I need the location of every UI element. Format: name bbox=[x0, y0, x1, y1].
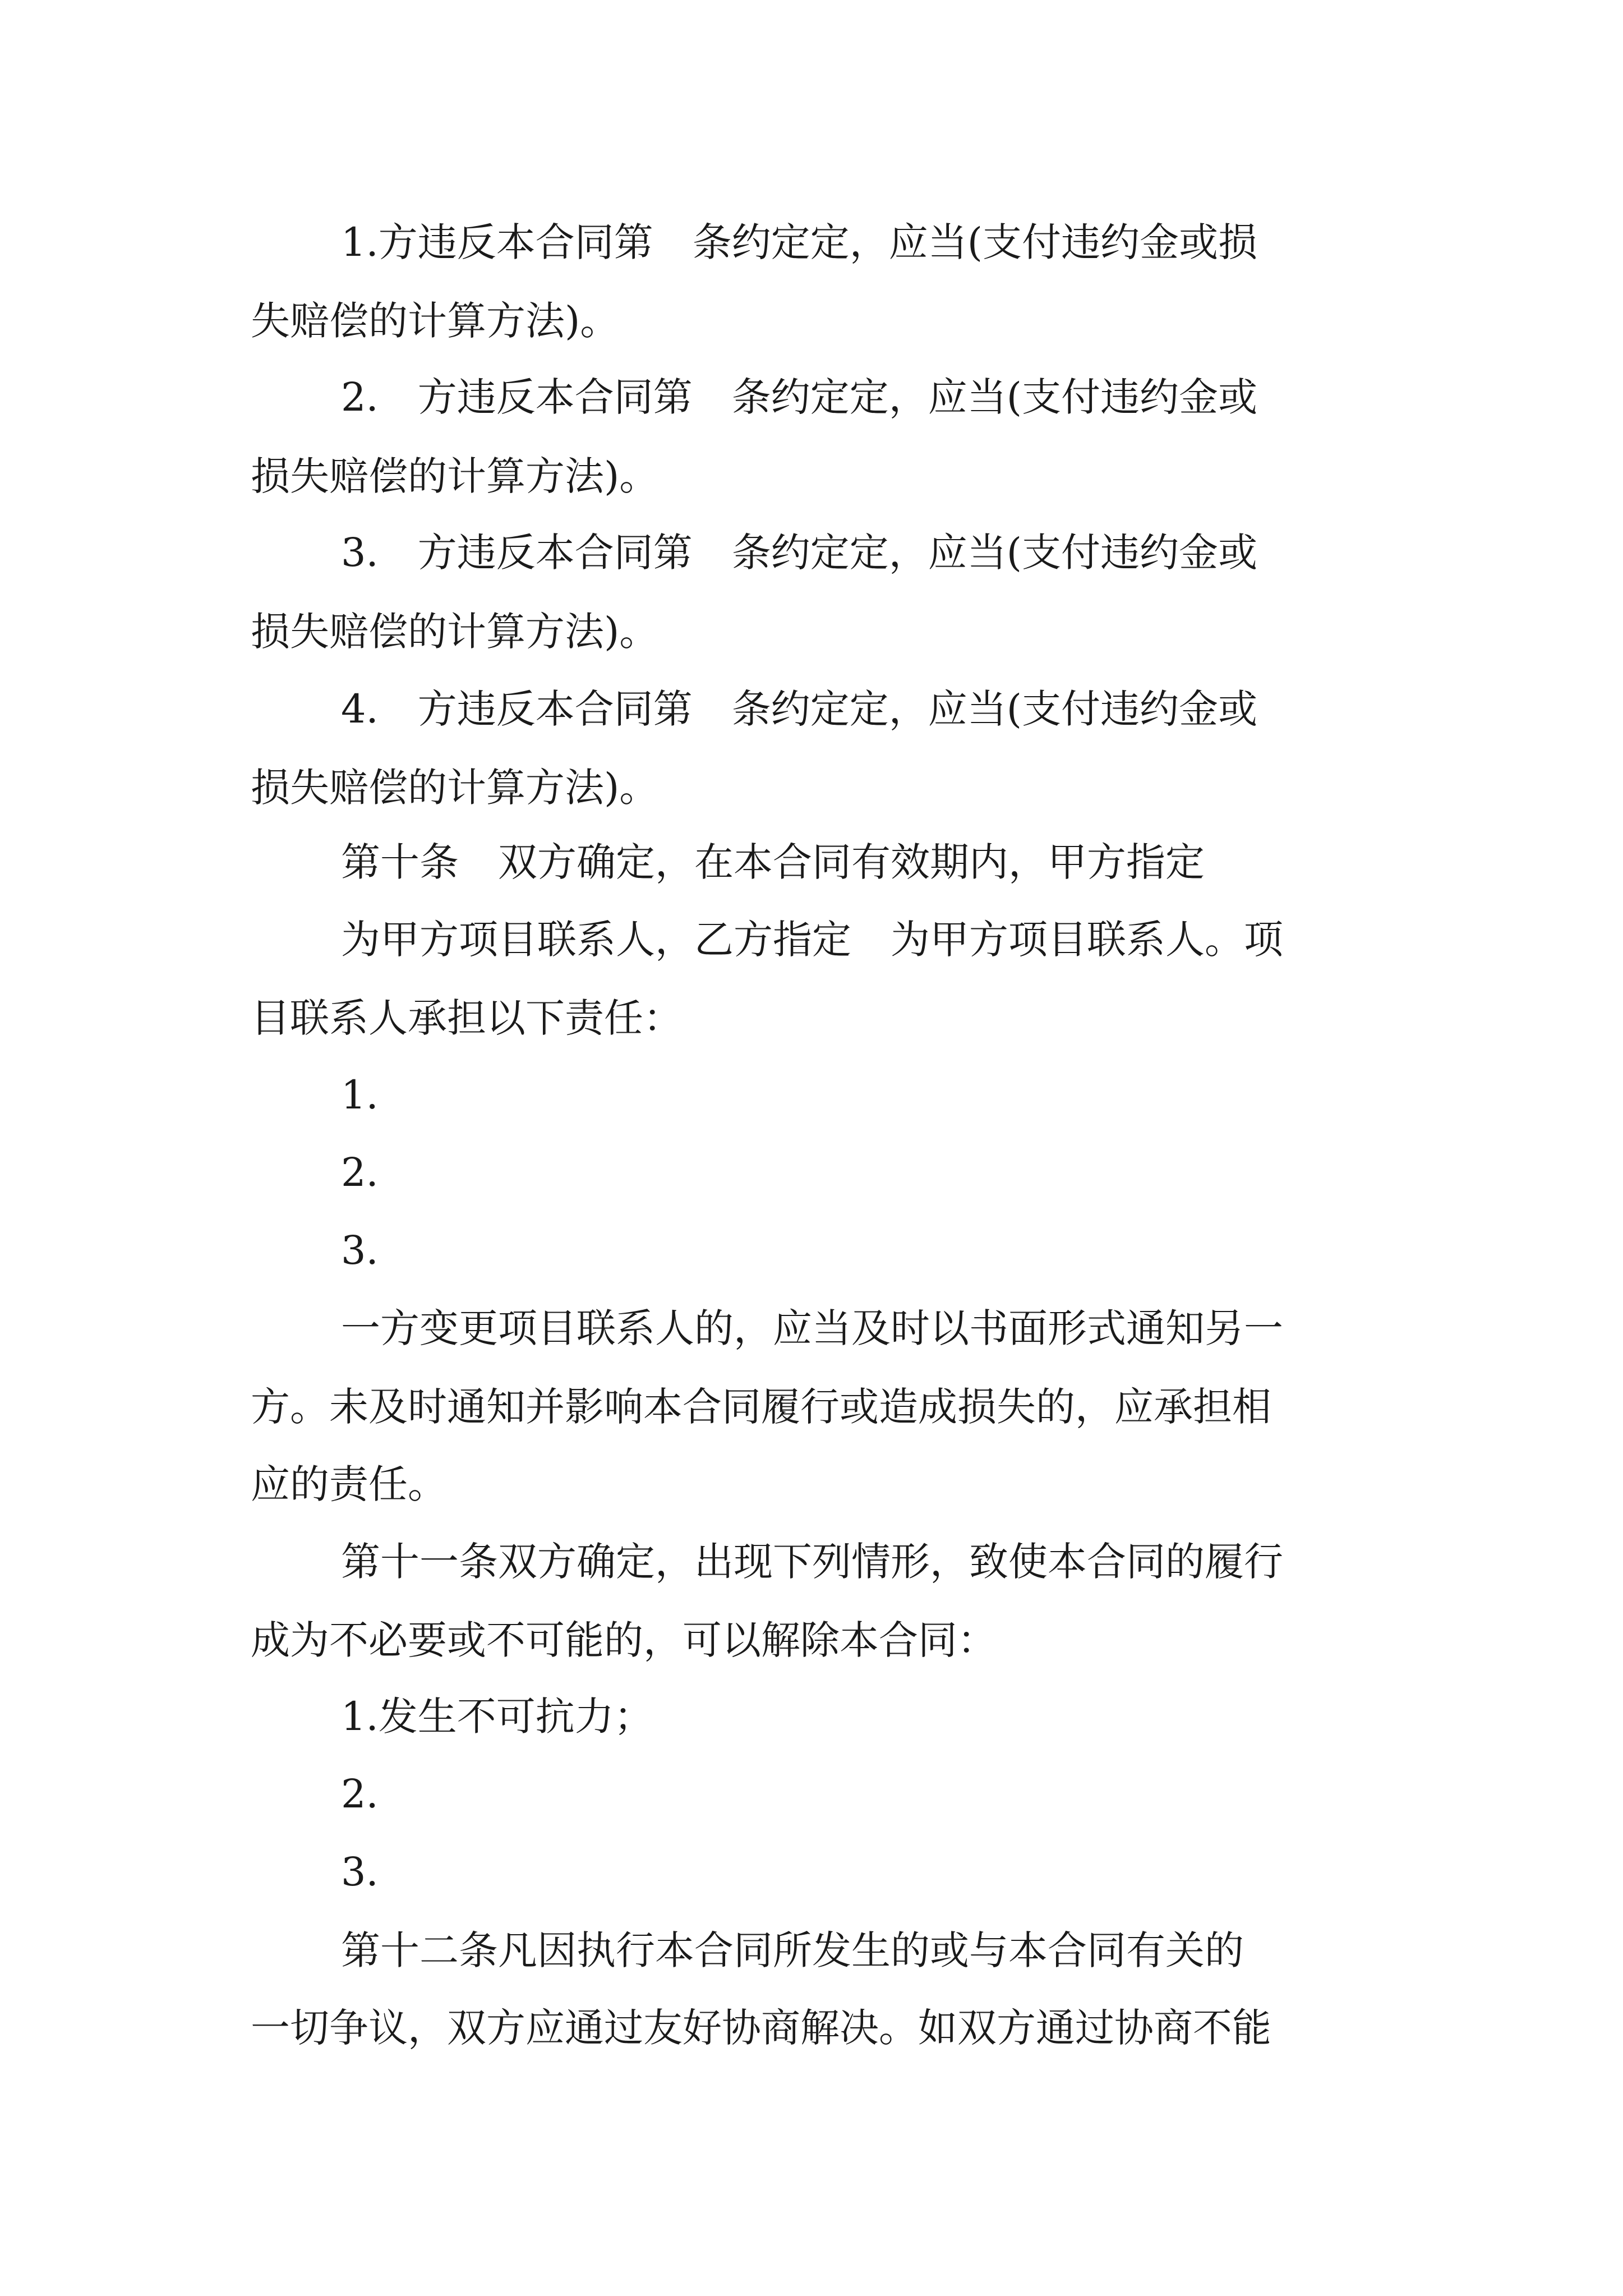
line: 2. 方违反本合同第 条约定定，应当(支付违约金或 bbox=[341, 374, 1258, 420]
line: 4. 方违反本合同第 条约定定，应当(支付违约金或 bbox=[341, 686, 1258, 732]
line: 失赔偿的计算方法)。 bbox=[251, 298, 620, 344]
line: 第十一条双方确定，出现下列情形，致使本合同的履行 bbox=[341, 1539, 1283, 1585]
line: 为甲方项目联系人，乙方指定 为甲方项目联系人。项 bbox=[341, 917, 1283, 963]
line: 成为不必要或不可能的，可以解除本合同： bbox=[251, 1617, 997, 1663]
line: 2. bbox=[341, 1149, 379, 1195]
line: 方。未及时通知并影响本合同履行或造成损失的，应承担相 bbox=[251, 1384, 1271, 1430]
line: 3. bbox=[341, 1849, 379, 1895]
line: 一方变更项目联系人的，应当及时以书面形式通知另一 bbox=[341, 1305, 1283, 1351]
line: 1.发生不可抗力； bbox=[341, 1694, 653, 1740]
line: 3. bbox=[341, 1227, 379, 1273]
line: 1. bbox=[341, 1072, 379, 1118]
line: 第十二条凡因执行本合同所发生的或与本合同有关的 bbox=[341, 1927, 1244, 1973]
line: 1.方违反本合同第 条约定定，应当(支付违约金或损 bbox=[341, 219, 1258, 265]
line: 第十条 双方确定，在本合同有效期内，甲方指定 bbox=[341, 839, 1205, 885]
line: 一切争议，双方应通过友好协商解决。如双方通过协商不能 bbox=[251, 2005, 1271, 2051]
line: 3. 方违反本合同第 条约定定，应当(支付违约金或 bbox=[341, 530, 1258, 576]
line: 损失赔偿的计算方法)。 bbox=[251, 453, 659, 499]
line: 损失赔偿的计算方法)。 bbox=[251, 765, 659, 811]
line: 应的责任。 bbox=[251, 1461, 447, 1507]
line: 损失赔偿的计算方法)。 bbox=[251, 609, 659, 655]
line: 目联系人承担以下责任： bbox=[251, 995, 683, 1041]
line: 2. bbox=[341, 1771, 379, 1817]
